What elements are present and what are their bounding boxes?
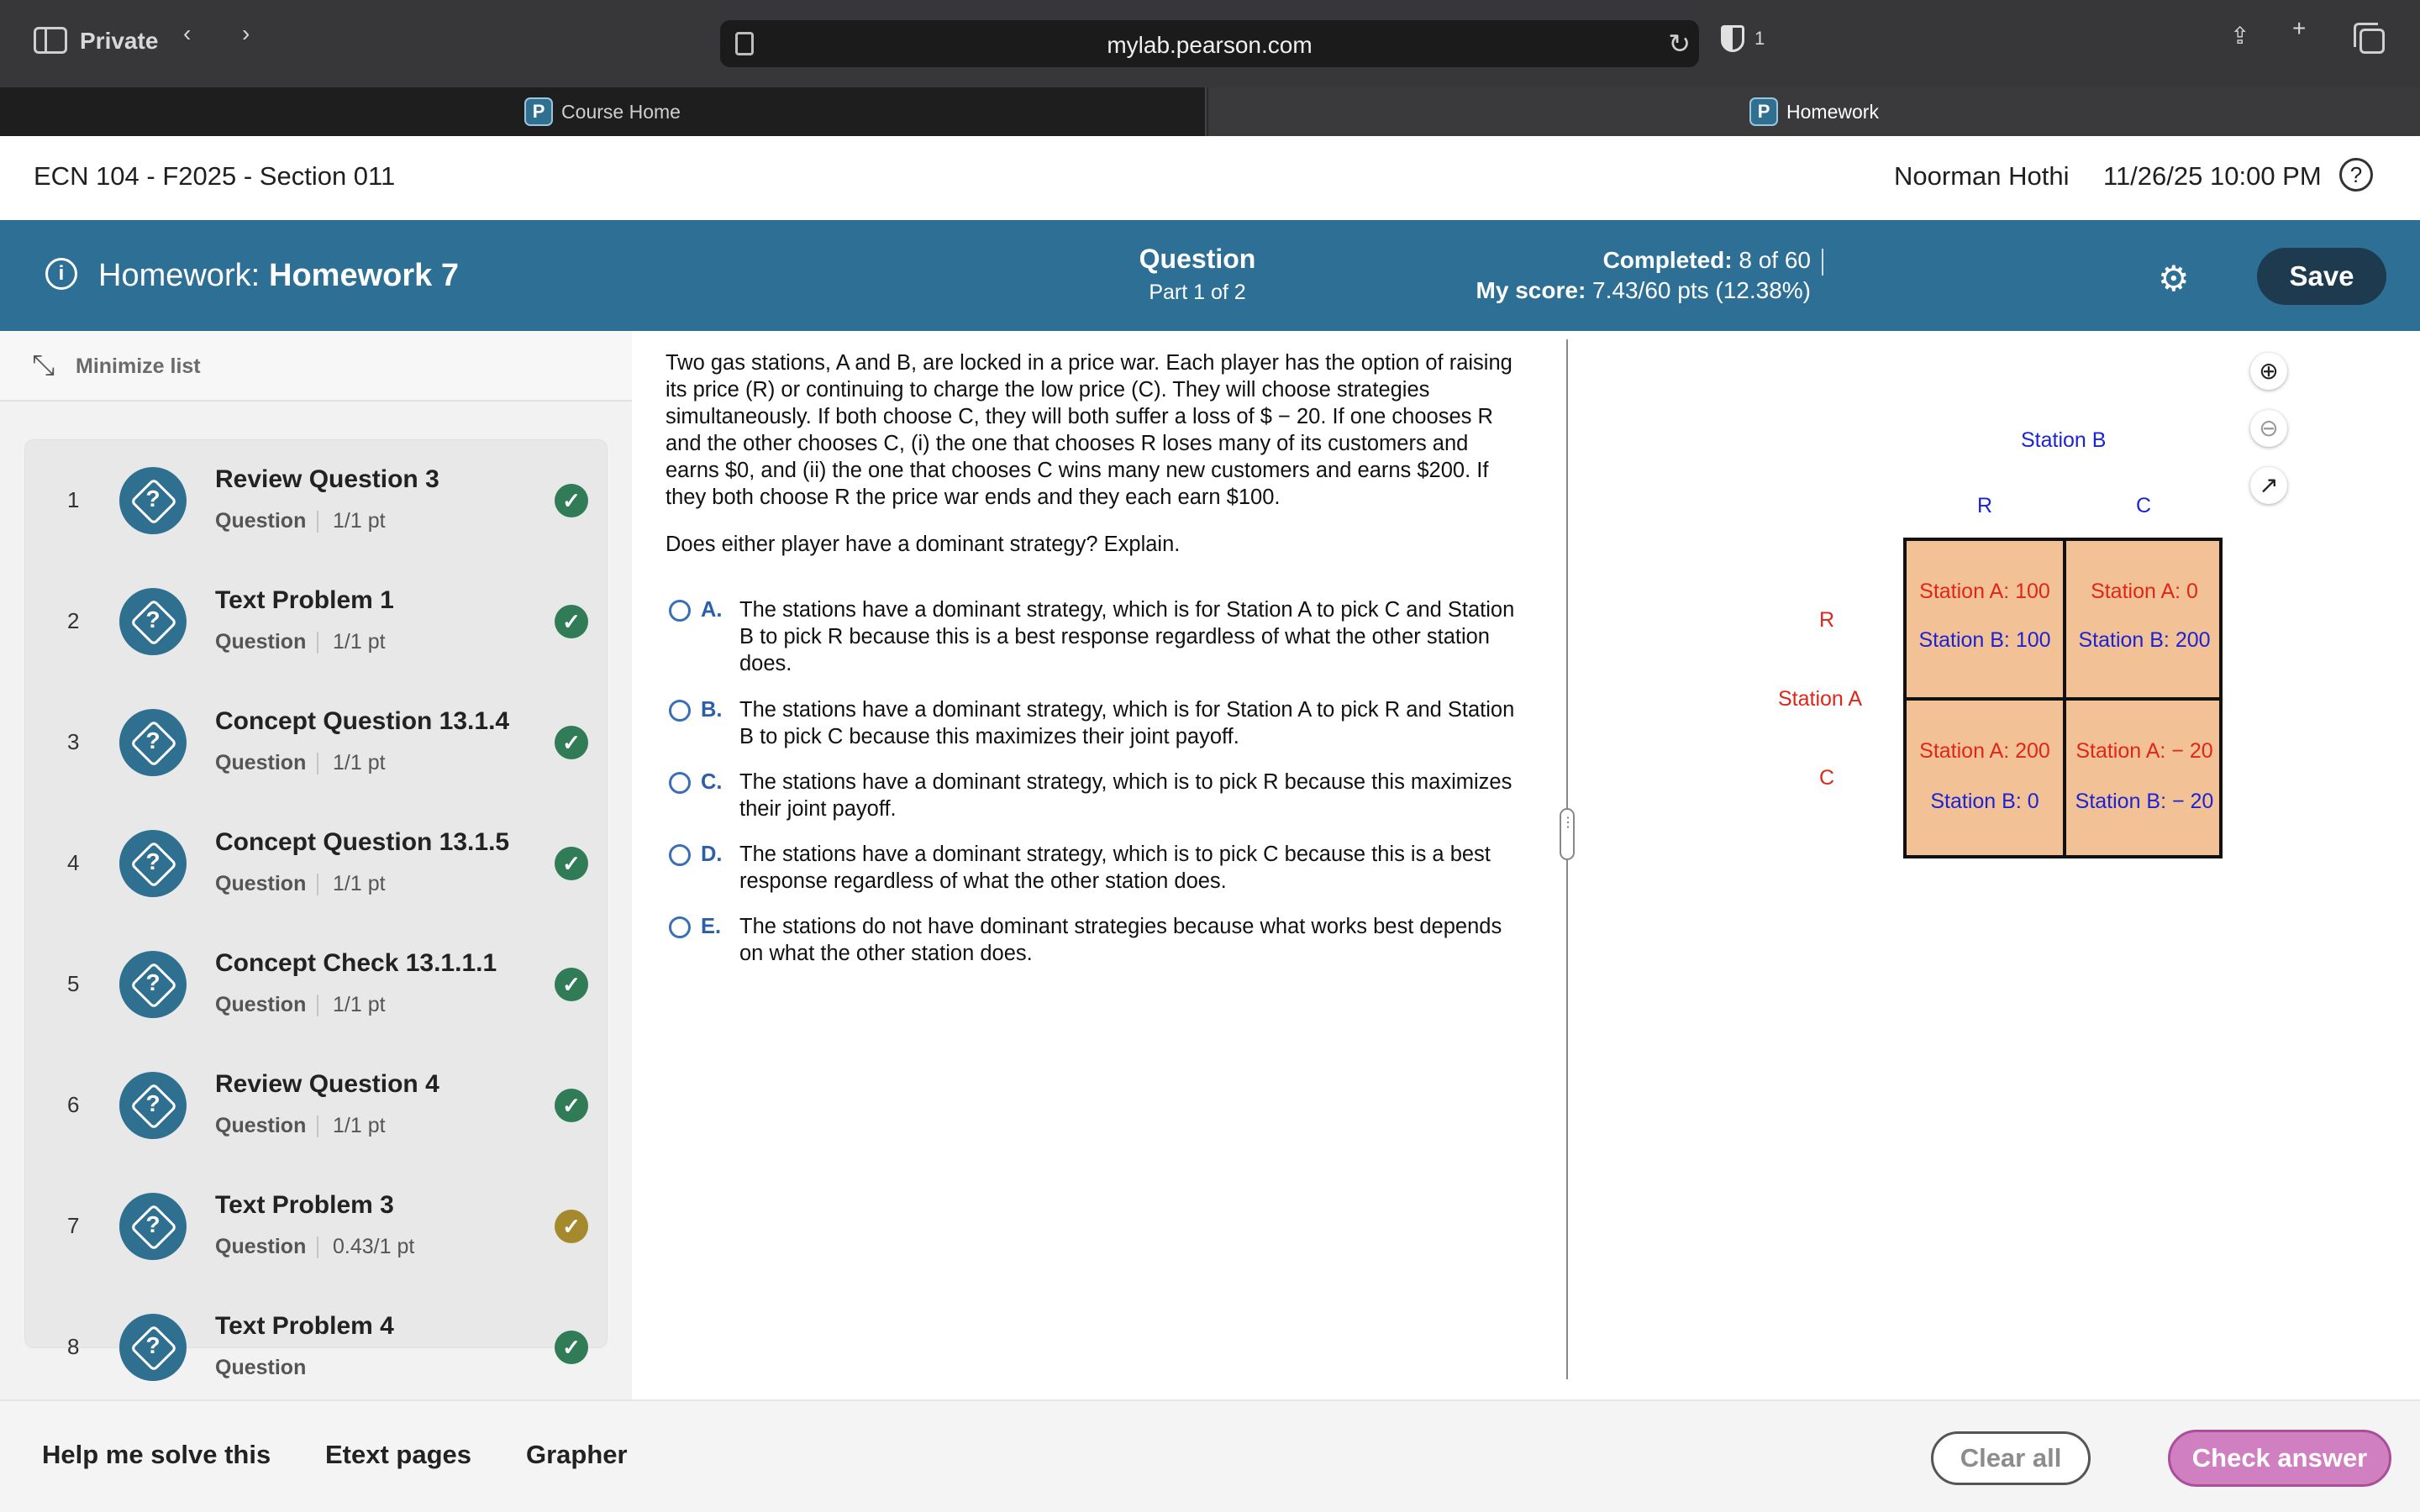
item-type: Question bbox=[215, 1114, 307, 1137]
question-icon bbox=[119, 1314, 187, 1381]
radio-button[interactable] bbox=[669, 844, 691, 866]
correct-check-icon: ✓ bbox=[555, 484, 588, 517]
sidebar-toggle-icon[interactable] bbox=[34, 27, 67, 54]
item-points: 1/1 pt bbox=[333, 993, 386, 1016]
share-icon[interactable]: ⇪ bbox=[2230, 23, 2250, 49]
radio-button[interactable] bbox=[669, 772, 691, 794]
cell-cr-station-b: Station B: 0 bbox=[1930, 790, 2039, 813]
completed-status bbox=[1428, 247, 1811, 274]
question-icon bbox=[119, 588, 187, 655]
item-title: Text Problem 3 bbox=[215, 1191, 394, 1219]
row-c-label: C bbox=[1819, 766, 1835, 790]
url-text: mylab.pearson.com bbox=[1107, 32, 1313, 58]
gear-icon[interactable]: ⚙ bbox=[2158, 259, 2190, 298]
choice-letter: E. bbox=[701, 915, 722, 938]
question-title: Question bbox=[1139, 244, 1256, 274]
column-c-label: C bbox=[2136, 494, 2152, 517]
correct-check-icon: ✓ bbox=[555, 726, 588, 759]
cell-cc-station-b: Station B: − 20 bbox=[2075, 790, 2214, 813]
grapher-link[interactable]: Grapher bbox=[526, 1440, 628, 1469]
item-title: Text Problem 1 bbox=[215, 586, 394, 614]
row-r-label: R bbox=[1819, 608, 1835, 632]
list-item[interactable] bbox=[25, 561, 607, 682]
completed-value: 8 of 60 bbox=[1739, 247, 1811, 273]
item-title: Review Question 4 bbox=[215, 1070, 439, 1098]
item-type: Question bbox=[215, 1235, 307, 1258]
correct-check-icon: ✓ bbox=[555, 1331, 588, 1364]
question-icon bbox=[119, 1193, 187, 1260]
item-points: 1/1 pt bbox=[333, 509, 386, 533]
choice-text: The stations have a dominant strategy, which is to pick C because this is a best response regardless of what the other station does. bbox=[739, 843, 1491, 893]
divider bbox=[317, 753, 318, 774]
item-title: Concept Question 13.1.5 bbox=[215, 828, 510, 856]
question-list-panel bbox=[0, 331, 632, 1399]
tab-strip bbox=[0, 87, 2420, 136]
help-icon[interactable]: ? bbox=[2339, 158, 2373, 192]
radio-button[interactable] bbox=[669, 600, 691, 622]
item-number: 4 bbox=[67, 850, 80, 875]
divider bbox=[317, 632, 318, 654]
course-header bbox=[0, 136, 2420, 220]
privacy-report[interactable] bbox=[1721, 25, 1765, 52]
save-button[interactable]: Save bbox=[2257, 248, 2386, 305]
completed-label: Completed: bbox=[1602, 247, 1733, 273]
column-player-label: Station B bbox=[2021, 428, 2107, 452]
homework-name: Homework 7 bbox=[269, 258, 459, 293]
divider bbox=[317, 874, 318, 895]
correct-check-icon: ✓ bbox=[555, 847, 588, 880]
tab-label: Homework bbox=[1786, 100, 1879, 123]
choice-letter: D. bbox=[701, 843, 723, 866]
tab-overview-icon[interactable] bbox=[2360, 29, 2385, 54]
item-points: 0.43/1 pt bbox=[333, 1235, 415, 1258]
grid-line bbox=[1907, 697, 2219, 701]
choice-text: The stations have a dominant strategy, which is for Station A to pick C and Station B to pick R because this is a best response regardless of what the other station does. bbox=[739, 598, 1515, 675]
shield-icon bbox=[1721, 25, 1744, 52]
student-name: Noorman Hothi bbox=[1894, 161, 2070, 191]
minimize-icon: ⤡ bbox=[32, 349, 55, 381]
divider bbox=[317, 995, 318, 1016]
item-number: 3 bbox=[67, 729, 80, 754]
help-me-solve-link[interactable]: Help me solve this bbox=[42, 1440, 271, 1469]
item-number: 7 bbox=[67, 1213, 80, 1238]
item-number: 1 bbox=[67, 487, 80, 512]
list-item[interactable] bbox=[25, 682, 607, 803]
due-date: 11/26/25 10:00 PM bbox=[2103, 161, 2322, 191]
question-icon bbox=[119, 830, 187, 897]
cell-rc-station-a: Station A: 0 bbox=[2091, 580, 2198, 603]
resize-handle[interactable]: ⋮ bbox=[1560, 808, 1575, 860]
item-type: Question bbox=[215, 751, 307, 774]
cell-rc-station-b: Station B: 200 bbox=[2078, 628, 2211, 652]
list-item[interactable] bbox=[25, 1166, 607, 1287]
list-item[interactable] bbox=[25, 803, 607, 924]
item-type: Question bbox=[215, 872, 307, 895]
address-bar[interactable] bbox=[720, 20, 1699, 67]
homework-bar bbox=[0, 220, 2420, 331]
item-title: Concept Check 13.1.1.1 bbox=[215, 949, 497, 977]
item-type: Question bbox=[215, 630, 307, 654]
question-content bbox=[666, 349, 1523, 558]
zoom-in-icon[interactable]: ⊕ bbox=[2250, 353, 2287, 390]
choice-text: The stations do not have dominant strategies because what works best depends on what the other station does. bbox=[739, 915, 1502, 965]
item-type: Question bbox=[215, 993, 307, 1016]
footer-bar bbox=[0, 1399, 2420, 1512]
check-answer-button[interactable]: Check answer bbox=[2168, 1430, 2391, 1487]
item-number: 8 bbox=[67, 1334, 80, 1359]
cell-cc-station-a: Station A: − 20 bbox=[2075, 739, 2213, 763]
etext-pages-link[interactable]: Etext pages bbox=[325, 1440, 472, 1469]
partial-credit-icon: ✓ bbox=[555, 1210, 588, 1243]
zoom-out-icon[interactable]: ⊖ bbox=[2250, 410, 2287, 447]
tab-course-home[interactable] bbox=[0, 87, 1207, 136]
item-points: 1/1 pt bbox=[333, 751, 386, 774]
correct-check-icon: ✓ bbox=[555, 968, 588, 1001]
divider bbox=[1822, 249, 1823, 276]
score-value: 7.43/60 pts (12.38%) bbox=[1592, 277, 1811, 303]
course-title: ECN 104 - F2025 - Section 011 bbox=[34, 161, 396, 191]
choice-letter: C. bbox=[701, 770, 723, 794]
reload-icon[interactable]: ↻ bbox=[1668, 29, 1691, 59]
item-number: 2 bbox=[67, 608, 80, 633]
radio-button[interactable] bbox=[669, 700, 691, 722]
item-type: Question bbox=[215, 1356, 307, 1379]
item-type: Question bbox=[215, 509, 307, 533]
list-item[interactable] bbox=[25, 440, 607, 561]
item-points: 1/1 pt bbox=[333, 872, 386, 895]
question-list bbox=[25, 440, 607, 1379]
item-points: 1/1 pt bbox=[333, 630, 386, 654]
question-part: Part 1 of 2 bbox=[1149, 281, 1246, 304]
list-item[interactable] bbox=[25, 1045, 607, 1166]
divider bbox=[317, 1236, 318, 1258]
payoff-matrix-figure bbox=[1765, 420, 2353, 874]
radio-button[interactable] bbox=[669, 916, 691, 938]
pop-out-icon[interactable]: ↗ bbox=[2250, 467, 2287, 504]
new-tab-icon[interactable]: + bbox=[2292, 15, 2307, 41]
item-number: 6 bbox=[67, 1092, 80, 1117]
my-score bbox=[1378, 277, 1811, 304]
question-icon bbox=[119, 709, 187, 776]
item-title: Text Problem 4 bbox=[215, 1312, 394, 1340]
correct-check-icon: ✓ bbox=[555, 605, 588, 638]
info-icon[interactable]: i bbox=[45, 258, 77, 290]
cell-cr-station-a: Station A: 200 bbox=[1919, 739, 2050, 763]
list-item[interactable] bbox=[25, 1287, 607, 1408]
question-prompt: Does either player have a dominant strategy? Explain. bbox=[666, 533, 1181, 556]
item-title: Review Question 3 bbox=[215, 465, 439, 493]
cell-rr-station-b: Station B: 100 bbox=[1918, 628, 2051, 652]
question-text: Two gas stations, A and B, are locked in a price war. Each player has the option of raising its price (R) or continuing to charge the low price (C). They will choose strategies simultaneously. If both choose C, they will both suffer a loss of $ − 20. If one chooses R and the other chooses C, (i) the one that chooses R loses many of its customers and earns $0, and (ii) the one that chooses C wins many new customers and earns $200. If they both choose R the price war ends and they each earn $100. bbox=[666, 351, 1512, 509]
tab-homework[interactable] bbox=[1208, 87, 2420, 136]
item-number: 5 bbox=[67, 971, 80, 996]
correct-check-icon: ✓ bbox=[555, 1089, 588, 1122]
choice-text: The stations have a dominant strategy, which is to pick R because this maximizes their joint payoff. bbox=[739, 770, 1512, 821]
divider bbox=[317, 1116, 318, 1137]
minimize-label: Minimize list bbox=[76, 354, 201, 378]
choice-letter: B. bbox=[701, 698, 723, 722]
pearson-icon: P bbox=[1749, 97, 1778, 126]
divider bbox=[317, 511, 318, 533]
clear-all-button[interactable]: Clear all bbox=[1931, 1431, 2091, 1485]
browser-toolbar bbox=[0, 0, 2420, 87]
choice-text: The stations have a dominant strategy, which is for Station A to pick R and Station B to pick C because this maximizes their joint payoff. bbox=[739, 698, 1515, 748]
choice-letter: A. bbox=[701, 598, 723, 622]
tab-label: Course Home bbox=[561, 100, 681, 123]
row-player-label: Station A bbox=[1778, 687, 1863, 711]
shield-count: 1 bbox=[1754, 28, 1765, 49]
private-label: Private bbox=[80, 28, 159, 54]
payoff-grid bbox=[1903, 538, 2223, 858]
score-label: My score: bbox=[1476, 277, 1586, 303]
list-item[interactable] bbox=[25, 924, 607, 1045]
question-icon bbox=[119, 1072, 187, 1139]
question-icon bbox=[119, 951, 187, 1018]
question-icon bbox=[119, 467, 187, 534]
column-r-label: R bbox=[1977, 494, 1993, 517]
minimize-list-button[interactable] bbox=[0, 331, 632, 402]
cell-rr-station-a: Station A: 100 bbox=[1919, 580, 2050, 603]
item-points: 1/1 pt bbox=[333, 1114, 386, 1137]
back-icon[interactable]: ‹ bbox=[183, 20, 192, 46]
homework-label: Homework: bbox=[98, 258, 260, 293]
pearson-icon: P bbox=[524, 97, 553, 126]
forward-icon[interactable]: › bbox=[242, 20, 250, 46]
item-title: Concept Question 13.1.4 bbox=[215, 707, 510, 735]
